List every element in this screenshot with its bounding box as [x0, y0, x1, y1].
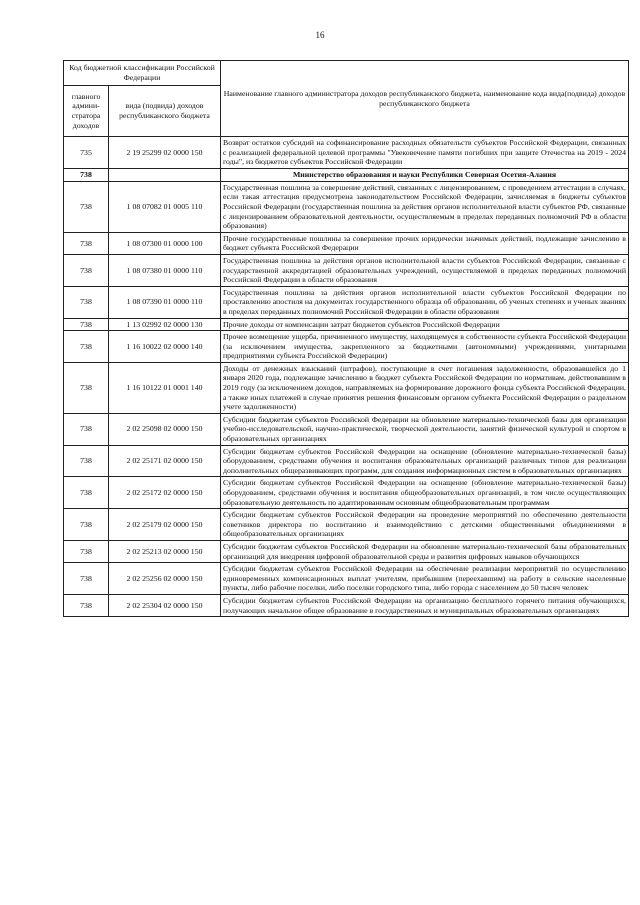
revenue-name-cell: Государственная пошлина за совершение действий, связанных с лицензированием, с проведением аттестации в случаях, если такая аттестация предусмотрена законодательством Российской Федерации, зачисляемая в бюджеты субъектов Российской Федерации (государственная пошлина за действия органов исполнительной власти субъектов РФ, связанные с лицензированием образовательной деятельности, осуществляемым в пределах переданных полномочий РФ в области образования) [221, 181, 629, 232]
revenue-code-cell: 1 08 07082 01 0005 110 [109, 181, 221, 232]
table-row [64, 445, 629, 477]
revenue-name-cell: Прочие доходы от компенсации затрат бюджетов субъектов Российской Федерации [221, 318, 629, 331]
revenue-code-cell: 1 08 07300 01 0000 100 [109, 232, 221, 254]
admin-code-cell: 738 [64, 286, 109, 318]
revenue-code-cell: 1 13 02992 02 0000 130 [109, 318, 221, 331]
revenue-code-cell: 2 19 25299 02 0000 150 [109, 137, 221, 169]
revenue-name-cell: Субсидии бюджетам субъектов Российской Федерации на проведение мероприятий по обеспечению деятельности советников директора по воспитанию и взаимодействию с детскими общественными объединениями в общеобразовательных организациях [221, 509, 629, 541]
table-row [64, 286, 629, 318]
table-row [64, 509, 629, 541]
table-body [64, 137, 629, 617]
revenue-name-cell: Государственная пошлина за действия органов исполнительной власти субъектов Российской Федерации, связанные с государственной аккредитацией образовательных учреждений, осуществляемой в пределах переданных полномочий Российской Федерации в области образования [221, 254, 629, 286]
revenue-name-cell: Прочие государственные пошлины за совершение прочих юридически значимых действий, подлежащие зачислению в бюджет субъекта Российской Федерации [221, 232, 629, 254]
revenue-code-cell: 2 02 25304 02 0000 150 [109, 594, 221, 616]
revenue-code-cell: 1 16 10122 01 0001 140 [109, 362, 221, 413]
budget-classification-table [63, 60, 629, 617]
admin-code-cell: 738 [64, 168, 109, 181]
admin-code-cell: 738 [64, 477, 109, 509]
admin-code-cell: 738 [64, 362, 109, 413]
admin-code-cell: 738 [64, 509, 109, 541]
table-row [64, 362, 629, 413]
revenue-code-cell: 2 02 25172 02 0000 150 [109, 477, 221, 509]
revenue-name-cell: Прочее возмещение ущерба, причиненного имуществу, находящемуся в собственности субъекта Российской Федерации (за исключением имущества, закрепленного за бюджетными (автономными) учреждениями, унитарными предприятиями субъекта Российской Федерации) [221, 331, 629, 363]
table-row [64, 232, 629, 254]
revenue-name-cell: Возврат остатков субсидий на софинансирование расходных обязательств субъектов Российской Федерации, связанных с реализацией федеральной целевой программы "Увековечение памяти погибших при защите Отечества на 2019 - 2024 годы", из бюджетов субъектов Российской Федерации [221, 137, 629, 169]
table-row [64, 563, 629, 595]
revenue-code-cell [109, 168, 221, 181]
admin-code-cell: 738 [64, 563, 109, 595]
revenue-name-cell: Субсидии бюджетам субъектов Российской Федерации на оснащение (обновление материально-технической базы) оборудованием, средствами обучения и воспитания образовательных организаций различных типов для реализации дополнительных общеразвивающих программ, для создания информационных систем в образовательных организациях [221, 445, 629, 477]
admin-code-cell: 738 [64, 445, 109, 477]
revenue-name-cell: Субсидии бюджетам субъектов Российской Федерации на обновление материально-технической базы образовательных организаций для внедрения цифровой образовательной среды и развития цифровых навыков обучающихся [221, 540, 629, 562]
table-row [64, 540, 629, 562]
admin-code-cell: 738 [64, 594, 109, 616]
revenue-code-cell: 1 08 07380 01 0000 110 [109, 254, 221, 286]
admin-code-cell: 738 [64, 254, 109, 286]
revenue-code-cell: 1 16 10022 02 0000 140 [109, 331, 221, 363]
header-code-group: Код бюджетной классификации Российской Федерации [64, 61, 221, 86]
revenue-code-cell: 2 02 25256 02 0000 150 [109, 563, 221, 595]
revenue-code-cell: 2 02 25171 02 0000 150 [109, 445, 221, 477]
table-row [64, 594, 629, 616]
revenue-name-cell: Субсидии бюджетам субъектов Российской Федерации на обновление материально-технической базы для организации учебно-исследовательской, научно-практической, творческой деятельности, занятий физической культурой и спортом в образовательных организациях [221, 413, 629, 445]
revenue-name-cell: Доходы от денежных взысканий (штрафов), поступающие в счет погашения задолженности, образовавшейся до 1 января 2020 года, подлежащие зачислению в бюджет субъекта Российской Федерации по нормативам, действовавшим в 2019 году (за исключением доходов, направляемых на формирование дорожного фонда субъекта Российской Федерации, а также иных платежей в случае принятия решения финансовым органом субъекта Российской Федерации о раздельном учете задолженности) [221, 362, 629, 413]
revenue-name-cell: Субсидии бюджетам субъектов Российской Федерации на обеспечение реализации мероприятий по осуществлению единовременных компенсационных выплат учителям, прибывшим (переехавшим) на работу в сельские населенные пункты, либо рабочие поселки, либо поселки городского типа, либо города с населением до 50 тысяч человек [221, 563, 629, 595]
table-row [64, 477, 629, 509]
revenue-code-cell: 2 02 25098 02 0000 150 [109, 413, 221, 445]
table-row [64, 181, 629, 232]
ministry-row [64, 168, 629, 181]
table-row [64, 137, 629, 169]
table-row [64, 318, 629, 331]
admin-code-cell: 738 [64, 181, 109, 232]
table-row [64, 413, 629, 445]
admin-code-cell: 738 [64, 232, 109, 254]
header-admin-column: главного админи- стратора доходов [64, 86, 109, 137]
admin-code-cell: 738 [64, 318, 109, 331]
revenue-name-cell: Государственная пошлина за действия органов исполнительной власти субъектов Российской Федерации по проставлению апостиля на документах государственного образца об образовании, об ученых степенях и ученых званиях в пределах переданных полномочий Российской Федерации в области образования [221, 286, 629, 318]
header-name-column: Наименование главного администратора доходов республиканского бюджета, наименование кода вида(подвида) доходов республиканского бюджета [221, 61, 629, 137]
revenue-code-cell: 2 02 25179 02 0000 150 [109, 509, 221, 541]
table-row [64, 331, 629, 363]
admin-code-cell: 738 [64, 413, 109, 445]
admin-code-cell: 738 [64, 331, 109, 363]
revenue-name-cell: Министерство образования и науки Республики Северная Осетия-Алания [221, 168, 629, 181]
revenue-code-cell: 1 08 07390 01 0000 110 [109, 286, 221, 318]
admin-code-cell: 735 [64, 137, 109, 169]
page-number: 16 [315, 30, 325, 40]
admin-code-cell: 738 [64, 540, 109, 562]
header-code-column: вида (подвида) доходов республиканского бюджета [109, 86, 221, 137]
revenue-name-cell: Субсидии бюджетам субъектов Российской Федерации на организацию бесплатного горячего питания обучающихся, получающих начальное общее образование в государственных и муниципальных образовательных организациях [221, 594, 629, 616]
revenue-name-cell: Субсидии бюджетам субъектов Российской Федерации на оснащение (обновление материально-технической базы) оборудованием, средствами обучения и воспитания общеобразовательных организаций, в том числе осуществляющих образовательную деятельность по адаптированным основным общеобразовательным программам [221, 477, 629, 509]
table-row [64, 254, 629, 286]
revenue-code-cell: 2 02 25213 02 0000 150 [109, 540, 221, 562]
